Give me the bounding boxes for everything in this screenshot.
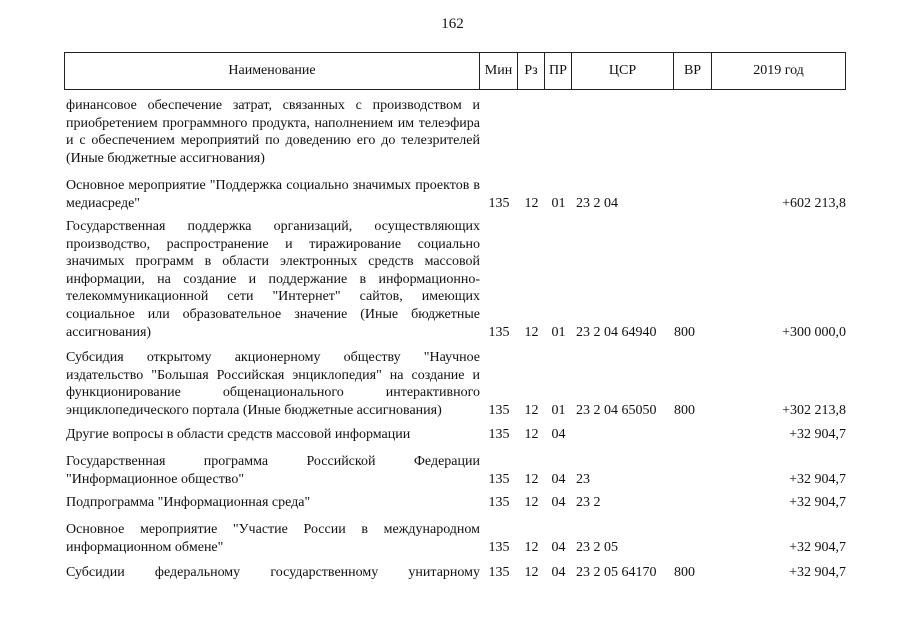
row-name: Субсидия открытому акционерному обществу "Научное издательство "Большая Российская энциклопедия" на создание и функционирование общенационального интерактивного энциклопедического портала (Иные бюджетные ассигнования) bbox=[66, 350, 480, 418]
row-rz: 12 bbox=[524, 495, 539, 510]
row-csr: 23 2 04 65050 bbox=[576, 402, 657, 418]
table-row bbox=[66, 349, 846, 419]
row-rz: 12 bbox=[524, 427, 539, 442]
row-vr: 800 bbox=[674, 324, 695, 340]
row-name: Основное мероприятие "Участие России в международном информационном обмене" bbox=[66, 522, 480, 555]
column-header-vr: ВР bbox=[674, 53, 712, 89]
row-min: 135 bbox=[488, 324, 510, 340]
table-row bbox=[66, 564, 846, 582]
row-pr: 01 bbox=[551, 195, 566, 211]
row-name: Субсидии федеральному государственному унитарному bbox=[66, 565, 480, 580]
row-value: +32 904,7 bbox=[789, 539, 846, 555]
column-header-name: Наименование bbox=[65, 53, 480, 89]
row-csr: 23 2 04 bbox=[576, 195, 618, 211]
row-value: +300 000,0 bbox=[782, 324, 846, 340]
row-min: 135 bbox=[488, 471, 510, 487]
row-name: финансовое обеспечение затрат, связанных с производством и приобретением программного продукта, наполнением им телеэфира и с обеспечением мероприятий по доведению его до телезрителей (Иные бюджетные ассигнования) bbox=[66, 98, 480, 166]
row-rz: 12 bbox=[524, 539, 539, 555]
row-min: 135 bbox=[488, 495, 510, 510]
table-header bbox=[64, 52, 846, 90]
row-value: +32 904,7 bbox=[789, 471, 846, 487]
row-pr: 04 bbox=[551, 427, 566, 442]
column-header-year: 2019 год bbox=[753, 63, 804, 78]
column-header-csr: ЦСР bbox=[572, 53, 674, 89]
row-csr: 23 2 04 64940 bbox=[576, 324, 657, 340]
row-rz: 12 bbox=[524, 565, 539, 580]
row-csr: 23 2 05 bbox=[576, 539, 618, 555]
table-row bbox=[66, 97, 846, 167]
row-pr: 01 bbox=[551, 324, 566, 340]
table-row bbox=[66, 177, 846, 212]
table-row bbox=[66, 453, 846, 488]
row-rz: 12 bbox=[524, 471, 539, 487]
row-rz: 12 bbox=[524, 195, 539, 211]
table-row bbox=[66, 426, 846, 444]
row-vr: 800 bbox=[674, 402, 695, 418]
row-name: Другие вопросы в области средств массовой информации bbox=[66, 427, 411, 442]
row-pr: 01 bbox=[551, 402, 566, 418]
row-csr: 23 2 bbox=[576, 495, 601, 510]
row-name: Государственная программа Российской Федерации "Информационное общество" bbox=[66, 454, 480, 487]
row-min: 135 bbox=[488, 402, 510, 418]
row-min: 135 bbox=[488, 539, 510, 555]
row-pr: 04 bbox=[551, 495, 566, 510]
row-name: Основное мероприятие "Поддержка социально значимых проектов в медиасреде" bbox=[66, 178, 480, 211]
row-value: +32 904,7 bbox=[789, 427, 846, 442]
row-value: +32 904,7 bbox=[789, 495, 846, 510]
row-min: 135 bbox=[488, 565, 510, 580]
row-value: +32 904,7 bbox=[789, 565, 846, 580]
page-number: 162 bbox=[441, 16, 464, 32]
row-pr: 04 bbox=[551, 565, 566, 580]
column-header-pr: ПР bbox=[545, 53, 572, 89]
column-header-min: Мин bbox=[480, 53, 518, 89]
row-pr: 04 bbox=[551, 539, 566, 555]
row-min: 135 bbox=[488, 427, 510, 442]
row-vr: 800 bbox=[674, 565, 695, 580]
row-pr: 04 bbox=[551, 471, 566, 487]
table-row bbox=[66, 521, 846, 556]
row-value: +302 213,8 bbox=[782, 402, 846, 418]
table-row bbox=[66, 218, 846, 341]
row-value: +602 213,8 bbox=[782, 195, 846, 211]
row-name: Государственная поддержка организаций, осуществляющих производство, распространение и тиражирование социально значимых программ в области электронных средств массовой информации, на создание и поддержание в информационно-телекоммуникационной сети "Интернет" сайтов, имеющих социальное или образовательное значение (Иные бюджетные ассигнования) bbox=[66, 219, 480, 340]
row-csr: 23 bbox=[576, 471, 590, 487]
table-row bbox=[66, 494, 846, 512]
row-min: 135 bbox=[488, 195, 510, 211]
row-rz: 12 bbox=[524, 402, 539, 418]
row-name: Подпрограмма "Информационная среда" bbox=[66, 495, 311, 510]
row-rz: 12 bbox=[524, 324, 539, 340]
column-header-rz: Рз bbox=[518, 53, 545, 89]
row-csr: 23 2 05 64170 bbox=[576, 565, 657, 580]
